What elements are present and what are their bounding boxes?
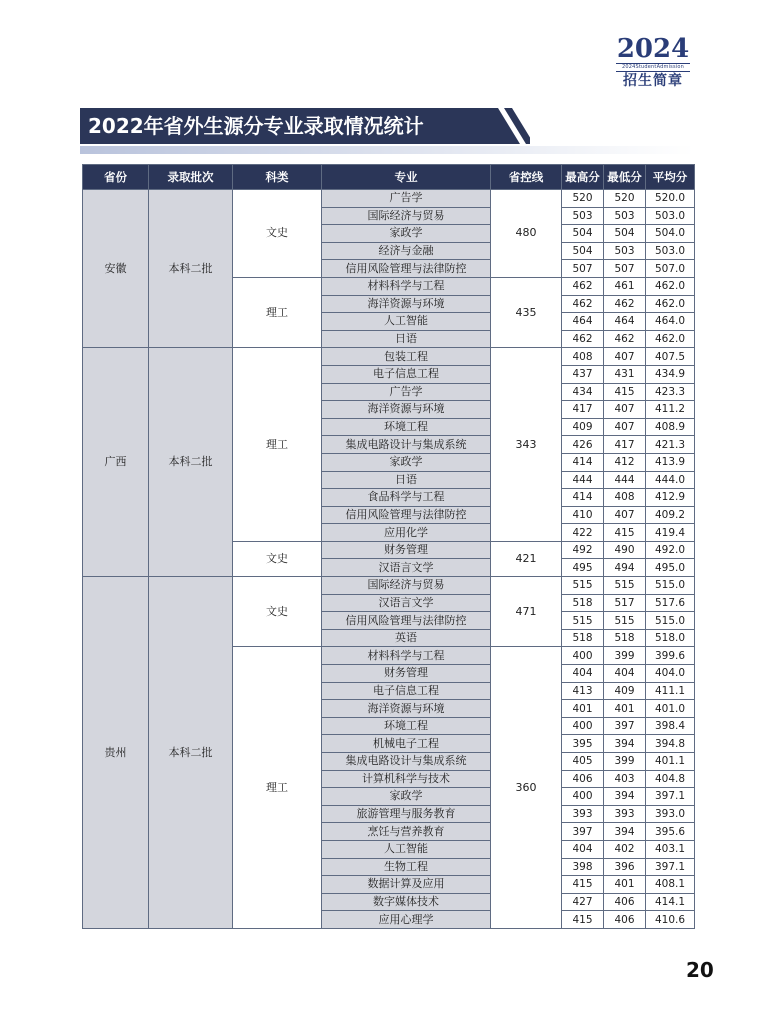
header-major: 专业	[322, 165, 491, 190]
control-line-cell: 471	[491, 577, 562, 647]
max-score-cell: 404	[562, 840, 604, 858]
max-score-cell: 507	[562, 260, 604, 278]
control-line-cell: 480	[491, 190, 562, 278]
avg-score-cell: 407.5	[646, 348, 695, 366]
avg-score-cell: 408.9	[646, 418, 695, 436]
avg-score-cell: 401.1	[646, 753, 695, 771]
major-cell: 广告学	[322, 383, 491, 401]
min-score-cell: 406	[604, 911, 646, 929]
category-cell: 文史	[233, 190, 322, 278]
avg-score-cell: 411.1	[646, 682, 695, 700]
max-score-cell: 400	[562, 647, 604, 665]
max-score-cell: 408	[562, 348, 604, 366]
max-score-cell: 518	[562, 594, 604, 612]
max-score-cell: 405	[562, 753, 604, 771]
logo-year: 2024	[616, 34, 690, 64]
max-score-cell: 515	[562, 577, 604, 595]
control-line-cell: 343	[491, 348, 562, 542]
major-cell: 食品科学与工程	[322, 489, 491, 507]
avg-score-cell: 423.3	[646, 383, 695, 401]
avg-score-cell: 515.0	[646, 577, 695, 595]
major-cell: 材料科学与工程	[322, 647, 491, 665]
header-province: 省份	[83, 165, 149, 190]
avg-score-cell: 492.0	[646, 541, 695, 559]
max-score-cell: 410	[562, 506, 604, 524]
avg-score-cell: 503.0	[646, 207, 695, 225]
min-score-cell: 494	[604, 559, 646, 577]
page-number: 20	[686, 958, 714, 982]
control-line-cell: 421	[491, 541, 562, 576]
max-score-cell: 415	[562, 876, 604, 894]
avg-score-cell: 395.6	[646, 823, 695, 841]
major-cell: 计算机科学与技术	[322, 770, 491, 788]
min-score-cell: 431	[604, 365, 646, 383]
max-score-cell: 422	[562, 524, 604, 542]
max-score-cell: 495	[562, 559, 604, 577]
min-score-cell: 490	[604, 541, 646, 559]
max-score-cell: 414	[562, 489, 604, 507]
major-cell: 人工智能	[322, 313, 491, 331]
avg-score-cell: 464.0	[646, 313, 695, 331]
max-score-cell: 464	[562, 313, 604, 331]
major-cell: 环境工程	[322, 418, 491, 436]
province-cell: 安徽	[83, 190, 149, 348]
avg-score-cell: 401.0	[646, 700, 695, 718]
max-score-cell: 520	[562, 190, 604, 208]
category-cell: 理工	[233, 277, 322, 347]
min-score-cell: 462	[604, 330, 646, 348]
category-cell: 理工	[233, 348, 322, 542]
max-score-cell: 492	[562, 541, 604, 559]
max-score-cell: 434	[562, 383, 604, 401]
major-cell: 海洋资源与环境	[322, 295, 491, 313]
max-score-cell: 462	[562, 295, 604, 313]
max-score-cell: 518	[562, 629, 604, 647]
min-score-cell: 462	[604, 295, 646, 313]
min-score-cell: 518	[604, 629, 646, 647]
max-score-cell: 398	[562, 858, 604, 876]
province-cell: 广西	[83, 348, 149, 577]
max-score-cell: 504	[562, 242, 604, 260]
max-score-cell: 515	[562, 612, 604, 630]
avg-score-cell: 462.0	[646, 295, 695, 313]
major-cell: 生物工程	[322, 858, 491, 876]
max-score-cell: 504	[562, 225, 604, 243]
province-cell: 贵州	[83, 577, 149, 929]
min-score-cell: 403	[604, 770, 646, 788]
min-score-cell: 407	[604, 348, 646, 366]
max-score-cell: 462	[562, 330, 604, 348]
max-score-cell: 503	[562, 207, 604, 225]
min-score-cell: 515	[604, 612, 646, 630]
avg-score-cell: 412.9	[646, 489, 695, 507]
major-cell: 经济与金融	[322, 242, 491, 260]
category-cell: 文史	[233, 541, 322, 576]
batch-cell: 本科二批	[149, 577, 233, 929]
avg-score-cell: 411.2	[646, 401, 695, 419]
max-score-cell: 409	[562, 418, 604, 436]
major-cell: 应用心理学	[322, 911, 491, 929]
avg-score-cell: 399.6	[646, 647, 695, 665]
min-score-cell: 517	[604, 594, 646, 612]
category-cell: 理工	[233, 647, 322, 929]
avg-score-cell: 419.4	[646, 524, 695, 542]
avg-score-cell: 434.9	[646, 365, 695, 383]
major-cell: 财务管理	[322, 665, 491, 683]
avg-score-cell: 397.1	[646, 788, 695, 806]
min-score-cell: 520	[604, 190, 646, 208]
avg-score-cell: 518.0	[646, 629, 695, 647]
min-score-cell: 394	[604, 788, 646, 806]
control-line-cell: 360	[491, 647, 562, 929]
min-score-cell: 399	[604, 753, 646, 771]
avg-score-cell: 398.4	[646, 717, 695, 735]
logo-name: 招生简章	[623, 73, 683, 89]
avg-score-cell: 410.6	[646, 911, 695, 929]
major-cell: 英语	[322, 629, 491, 647]
header-min-score: 最低分	[604, 165, 646, 190]
avg-score-cell: 495.0	[646, 559, 695, 577]
avg-score-cell: 515.0	[646, 612, 695, 630]
min-score-cell: 507	[604, 260, 646, 278]
max-score-cell: 426	[562, 436, 604, 454]
max-score-cell: 427	[562, 893, 604, 911]
major-cell: 海洋资源与环境	[322, 700, 491, 718]
min-score-cell: 394	[604, 823, 646, 841]
max-score-cell: 415	[562, 911, 604, 929]
major-cell: 日语	[322, 330, 491, 348]
max-score-cell: 462	[562, 277, 604, 295]
max-score-cell: 397	[562, 823, 604, 841]
max-score-cell: 404	[562, 665, 604, 683]
category-cell: 文史	[233, 577, 322, 647]
avg-score-cell: 409.2	[646, 506, 695, 524]
admission-table	[82, 164, 695, 929]
avg-score-cell: 462.0	[646, 277, 695, 295]
min-score-cell: 407	[604, 418, 646, 436]
avg-score-cell: 394.8	[646, 735, 695, 753]
major-cell: 汉语言文学	[322, 594, 491, 612]
min-score-cell: 399	[604, 647, 646, 665]
batch-cell: 本科二批	[149, 348, 233, 577]
major-cell: 电子信息工程	[322, 682, 491, 700]
avg-score-cell: 414.1	[646, 893, 695, 911]
header-avg-score: 平均分	[646, 165, 695, 190]
min-score-cell: 394	[604, 735, 646, 753]
min-score-cell: 408	[604, 489, 646, 507]
major-cell: 包装工程	[322, 348, 491, 366]
major-cell: 电子信息工程	[322, 365, 491, 383]
header-batch: 录取批次	[149, 165, 233, 190]
title-banner	[80, 108, 530, 144]
major-cell: 烹饪与营养教育	[322, 823, 491, 841]
max-score-cell: 413	[562, 682, 604, 700]
min-score-cell: 503	[604, 242, 646, 260]
header-max-score: 最高分	[562, 165, 604, 190]
max-score-cell: 406	[562, 770, 604, 788]
brochure-logo	[612, 36, 694, 90]
min-score-cell: 444	[604, 471, 646, 489]
min-score-cell: 504	[604, 225, 646, 243]
major-cell: 信用风险管理与法律防控	[322, 260, 491, 278]
page-title: 2022年省外生源分专业录取情况统计	[88, 114, 424, 138]
table-row	[83, 190, 695, 208]
table-header-row	[83, 165, 695, 190]
min-score-cell: 397	[604, 717, 646, 735]
avg-score-cell: 444.0	[646, 471, 695, 489]
major-cell: 国际经济与贸易	[322, 207, 491, 225]
major-cell: 应用化学	[322, 524, 491, 542]
major-cell: 国际经济与贸易	[322, 577, 491, 595]
min-score-cell: 409	[604, 682, 646, 700]
max-score-cell: 437	[562, 365, 604, 383]
min-score-cell: 401	[604, 876, 646, 894]
min-score-cell: 461	[604, 277, 646, 295]
title-underline	[80, 146, 694, 156]
min-score-cell: 415	[604, 524, 646, 542]
max-score-cell: 400	[562, 788, 604, 806]
major-cell: 环境工程	[322, 717, 491, 735]
major-cell: 信用风险管理与法律防控	[322, 612, 491, 630]
major-cell: 日语	[322, 471, 491, 489]
min-score-cell: 464	[604, 313, 646, 331]
table-row	[83, 577, 695, 595]
min-score-cell: 515	[604, 577, 646, 595]
major-cell: 财务管理	[322, 541, 491, 559]
major-cell: 数字媒体技术	[322, 893, 491, 911]
header-control-line: 省控线	[491, 165, 562, 190]
major-cell: 广告学	[322, 190, 491, 208]
major-cell: 人工智能	[322, 840, 491, 858]
max-score-cell: 401	[562, 700, 604, 718]
major-cell: 家政学	[322, 453, 491, 471]
avg-score-cell: 462.0	[646, 330, 695, 348]
max-score-cell: 400	[562, 717, 604, 735]
avg-score-cell: 404.8	[646, 770, 695, 788]
major-cell: 海洋资源与环境	[322, 401, 491, 419]
avg-score-cell: 413.9	[646, 453, 695, 471]
avg-score-cell: 520.0	[646, 190, 695, 208]
min-score-cell: 415	[604, 383, 646, 401]
avg-score-cell: 504.0	[646, 225, 695, 243]
min-score-cell: 407	[604, 401, 646, 419]
min-score-cell: 393	[604, 805, 646, 823]
min-score-cell: 396	[604, 858, 646, 876]
major-cell: 机械电子工程	[322, 735, 491, 753]
avg-score-cell: 403.1	[646, 840, 695, 858]
major-cell: 旅游管理与服务教育	[322, 805, 491, 823]
table-body	[83, 190, 695, 929]
min-score-cell: 406	[604, 893, 646, 911]
major-cell: 材料科学与工程	[322, 277, 491, 295]
min-score-cell: 402	[604, 840, 646, 858]
min-score-cell: 417	[604, 436, 646, 454]
max-score-cell: 393	[562, 805, 604, 823]
major-cell: 集成电路设计与集成系统	[322, 753, 491, 771]
avg-score-cell: 404.0	[646, 665, 695, 683]
major-cell: 集成电路设计与集成系统	[322, 436, 491, 454]
avg-score-cell: 507.0	[646, 260, 695, 278]
min-score-cell: 503	[604, 207, 646, 225]
header-category: 科类	[233, 165, 322, 190]
logo-subtitle: 2024StudentAdmission	[616, 63, 690, 72]
min-score-cell: 404	[604, 665, 646, 683]
max-score-cell: 414	[562, 453, 604, 471]
major-cell: 信用风险管理与法律防控	[322, 506, 491, 524]
avg-score-cell: 421.3	[646, 436, 695, 454]
min-score-cell: 412	[604, 453, 646, 471]
avg-score-cell: 408.1	[646, 876, 695, 894]
table-row	[83, 348, 695, 366]
max-score-cell: 417	[562, 401, 604, 419]
max-score-cell: 395	[562, 735, 604, 753]
max-score-cell: 444	[562, 471, 604, 489]
min-score-cell: 401	[604, 700, 646, 718]
batch-cell: 本科二批	[149, 190, 233, 348]
avg-score-cell: 393.0	[646, 805, 695, 823]
avg-score-cell: 517.6	[646, 594, 695, 612]
avg-score-cell: 397.1	[646, 858, 695, 876]
major-cell: 家政学	[322, 788, 491, 806]
major-cell: 汉语言文学	[322, 559, 491, 577]
min-score-cell: 407	[604, 506, 646, 524]
avg-score-cell: 503.0	[646, 242, 695, 260]
major-cell: 数据计算及应用	[322, 876, 491, 894]
control-line-cell: 435	[491, 277, 562, 347]
major-cell: 家政学	[322, 225, 491, 243]
